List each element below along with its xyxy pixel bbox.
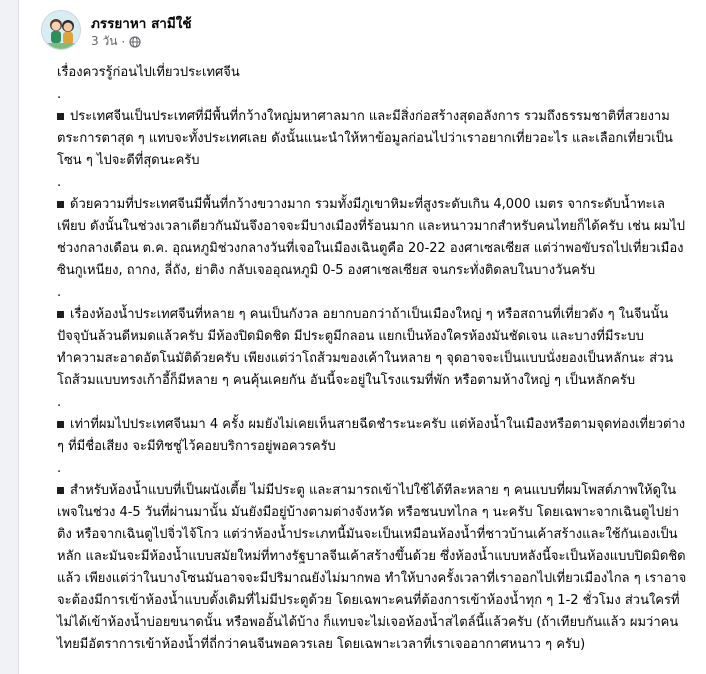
globe-icon[interactable] [129, 36, 141, 48]
separator: . [57, 395, 62, 410]
paragraph: ประเทศจีนเป็นประเทศที่มีพื้นที่กว้างใหญ่มหาศาลมาก และมีสิ่งก่อสร้างสุดอลังการ รวมถึงธรรมชาติที่สวยงามตระการตาสุด ๆ แทบจะทั้งประเทศเลย ดังนั้นแนะนำให้หาข้อมูลก่อนไปว่าเราอยากเที่ยวอะไร และเลือกเที่ยวเป็นโซน ๆ ไปจะดีที่สุดนะครับ [57, 109, 673, 168]
separator: . [57, 87, 62, 102]
post-title: เรื่องควรรู้ก่อนไปเที่ยวประเทศจีน [57, 65, 240, 80]
avatar[interactable] [41, 10, 81, 50]
meta-dot: · [121, 34, 126, 49]
author-name[interactable]: ภรรยาหา สามีใช้ [91, 16, 192, 32]
paragraph: สำหรับห้องน้ำแบบที่เป็นผนังเตี้ย ไม่มีประตู และสามารถเข้าไปใช้ได้ทีละหลาย ๆ คนแบบที่ผมโพสต์ภาพให้ดูในเพจในช่วง 4-5 วันที่ผ่านมานั้น มันยังมีอยู่บ้างตามต่างจังหวัด หรือชนบทไกล ๆ นะครับ โดยเฉพาะจากเฉินตูไปย่าติง หรือจากเฉินตูไปจิ่วไจ้โกว แต่ว่าห้องน้ำประเภทนี้มันจะเป็นเหมือนห้องน้ำที่ชาวบ้านเค้าสร้างและใช้กันเองเป็นหลัก และมันจะมีห้องน้ำแบบสมัยใหม่ที่ทางรัฐบาลจีนเค้าสร้างขึ้นด้วย ซึ่งห้องน้ำแบบหลังนี้จะเป็นห้องแบบปิดมิดชิดแล้ว เพียงแต่ว่าในบางโซนมันอาจจะมีปริมาณยังไม่มากพอ ทำให้บางครั้งเวลาที่เราออกไปเที่ยวเมืองไกล ๆ เราอาจจะต้องมีการเข้าห้องน้ำแบบดั้งเดิมที่ไม่มีประตูด้วย โดยเฉพาะคนที่ต้องการเข้าห้องน้ำทุก ๆ 1-2 ชั่วโมง ส่วนใครที่ไม่ได้เข้าห้องน้ำบ่อยขนาดนั้น หรือพออั้นได้บ้าง ก็แทบจะไม่เจอห้องน้ำสไตล์นี้แล้วครับ (ถ้าเทียบกันแล้ว ผมว่าคนไทยมีอัตราการเข้าห้องน้ำที่ถี่กว่าคนจีนพอควรเลย โดยเฉพาะเวลาที่เราเจออากาศหนาว ๆ ครับ) [57, 483, 687, 652]
bullet-icon [57, 311, 64, 318]
separator: . [57, 461, 62, 476]
bullet-icon [57, 421, 64, 428]
separator: . [57, 175, 62, 190]
post-timestamp[interactable]: 3 วัน [91, 34, 118, 48]
bullet-icon [57, 487, 64, 494]
bullet-icon [57, 201, 64, 208]
post-card [18, 0, 706, 674]
separator: . [57, 285, 62, 300]
avatar-illustration-icon [42, 11, 81, 50]
post-body [57, 62, 687, 656]
bullet-icon [57, 113, 64, 120]
paragraph: ด้วยความที่ประเทศจีนมีพื้นที่กว้างขวางมาก รวมทั้งมีภูเขาหิมะที่สูงระดับเกิน 4,000 เมตร จากระดับน้ำทะเลเพียบ ดังนั้นในช่วงเวลาเดียวกันมันจึงอาจจะมีบางเมืองที่ร้อนมาก และหนาวมากสำหรับคนไทยก็ได้ครับ เช่น ผมไปช่วงกลางเดือน ต.ค. อุณหภูมิช่วงกลางวันที่เจอในเมืองเฉินตูคือ 20-22 องศาเซลเซียส แต่ว่าพอขับรถไปเที่ยวเมืองซินกูเหนียง, ถากง, ลี่ถัง, ย่าติง กลับเจออุณหภูมิ 0-5 องศาเซลเซียส จนกระทั่งติดลบในบางวันครับ [57, 197, 685, 278]
paragraph: เท่าที่ผมไปประเทศจีนมา 4 ครั้ง ผมยังไม่เคยเห็นสายฉีดชำระนะครับ แต่ห้องน้ำในเมืองหรือตามจุดท่องเที่ยวต่าง ๆ ที่มีชื่อเสียง จะมีทิชชู่ไว้คอยบริการอยู่พอควรครับ [57, 417, 686, 454]
paragraph: เรื่องห้องน้ำประเทศจีนที่หลาย ๆ คนเป็นกังวล อยากบอกว่าถ้าเป็นเมืองใหญ่ ๆ หรือสถานที่เที่ยวดัง ๆ ในจีนนั้นปัจจุบันล้วนดีหมดแล้วครับ มีห้องปิดมิดชิด มีประตูมีกลอน แยกเป็นห้องใครห้องมันชัดเจน และบางที่มีระบบทำความสะอาดอัตโนมัติด้วยครับ เพียงแต่ว่าโถส้วมของเค้าในหลาย ๆ จุดอาจจะเป็นแบบนั่งยองเป็นหลักนะ ส่วนโถส้วมแบบทรงเก้าอี้ก็มีหลาย ๆ คนคุ้นเคยกัน อันนี้จะอยู่ในโรงแรมที่พัก หรือตามห้างใหญ่ ๆ เป็นหลักครับ [57, 307, 674, 388]
post-meta [91, 32, 141, 51]
